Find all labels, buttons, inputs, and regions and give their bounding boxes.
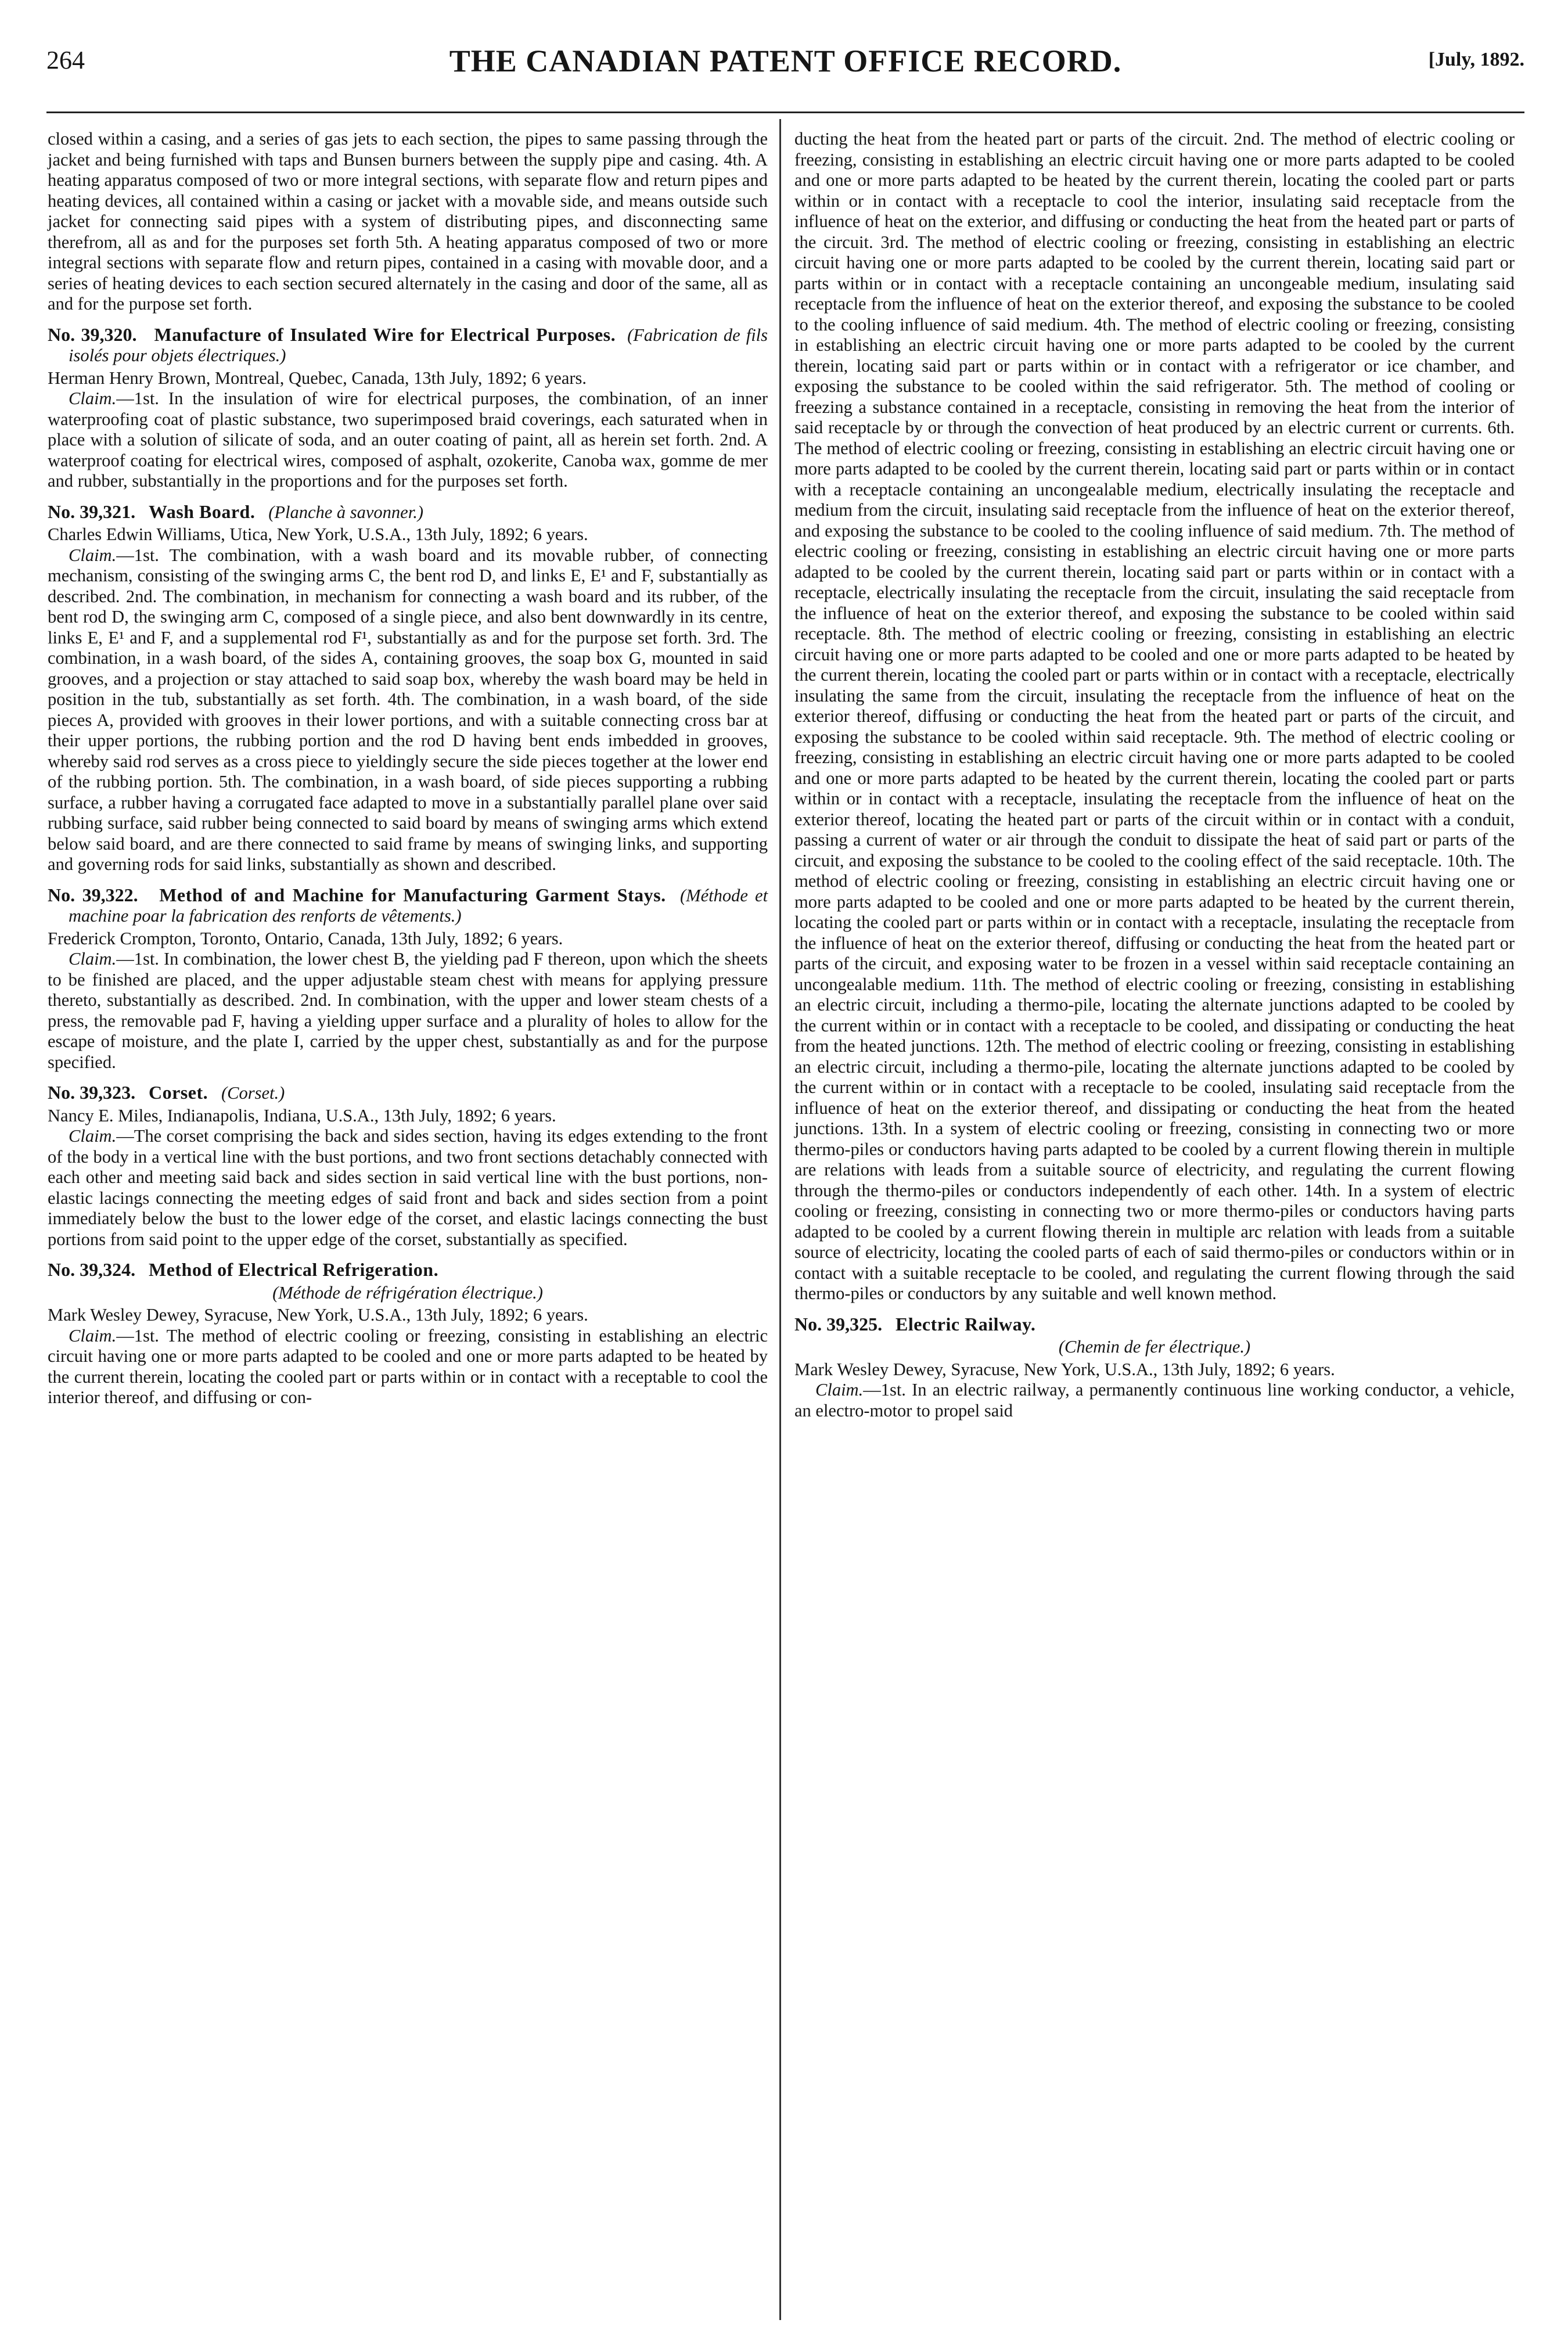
french-title: (Méthode et machine poar la fabrication des renforts de vêtements.) (69, 885, 768, 926)
page-title: THE CANADIAN PATENT OFFICE RECORD. (449, 44, 1122, 78)
right-column (794, 129, 1515, 1421)
claim-paragraph (48, 545, 768, 875)
patentee-line: Mark Wesley Dewey, Syracuse, New York, U.S.A., 13th July, 1892; 6 years. (48, 1305, 588, 1325)
page-date: [July, 1892. (1428, 49, 1524, 70)
continued-claim-text: ducting the heat from the heated part or parts of the circuit. 2nd. The method of electric cooling or freezing, consisting in establishing an electric circuit having one or more parts adapted to be cooled and one or more parts adapted to be heated by the current therein, locating the cooled part or parts within or in contact with a receptacle to cool the interior, insulating said receptacle from the influence of heat on the exterior, and diffusing or conducting the heat from the heated part or parts of the circuit. 3rd. The method of electric cooling or freezing, consisting in establishing an electric circuit having one or more parts adapted to be cooled by the current therein, locating said part or parts within or in contact with a receptacle containing an uncongeable medium, insulating said receptacle from the influence of heat on the exterior thereof, and exposing the substance to be cooled to the cooling influence of said medium. 4th. The method of electric cooling or freezing, consisting in establishing an electric circuit having one or more parts adapted to be cooled by the current therein, locating said part or parts within or in contact with a refrigerator or ice chamber, and exposing the substance to be cooled within the said refrigerator. 5th. The method of cooling or freezing a substance contained in a receptacle, consisting in removing the heat from the interior of said receptacle by or through the convection of heat produced by an electric current or currents. 6th. The method of electric cooling or freezing, consisting in establishing an electric circuit having one or more parts adapted to be cooled by the current therein, locating said part or parts within or in contact with a receptacle containing an uncongealable medium, electrically insulating the receptacle and medium from the circuit, insulating said receptacle from the influence of heat on the exterior thereof, and exposing the substance to be cooled to the cooling influence of said medium. 7th. The method of electric cooling or freezing, consisting in establishing an electric circuit having one or more parts adapted to be cooled by the current therein, locating said part or parts within or in contact with a receptacle, electrically insulating the receptacle from the circuit, insulating the said receptacle from the influence of heat on the exterior thereof, and exposing the substance to be cooled within said receptacle. 8th. The method of electric cooling or freezing, consisting in establishing an electric circuit having one or more parts adapted to be cooled and one or more parts adapted to be heated by the current therein, locating the cooled part or parts within or in contact with a receptacle, electrically insulating the same from the circuit, insulating the receptacle from the influence of heat on the exterior thereof, diffusing or conducting the heat from the heated part or parts of the circuit, and exposing the substance to be cooled within said receptacle. 9th. The method of electric cooling or freezing, consisting in establishing an electric circuit having one or more parts adapted to be cooled and one or more parts adapted to be heated by the current therein, locating the cooled part or parts within or in contact with a receptacle, insulating the receptacle from the influence of heat on the exterior thereof, locating the heated part or parts of the circuit within or in contact with a conduit, passing a current of water or air through the conduit to dissipate the heat of said part or parts of the circuit, and exposing the substance to be cooled to the cooling effect of the said receptacle. 10th. The method of electric cooling or freezing, consisting in establishing an electric circuit having one or more parts adapted to be cooled and one or more parts adapted to be heated by the current therein, locating the cooled part or parts within or in contact with a receptacle, insulating the receptacle from the influence of heat on the exterior thereof, diffusing or conducting the heat from the heated part or parts of the circuit, and exposing water to be frozen in a vessel within said receptacle containing an uncongealable medium. 11th. The method of electric cooling or freezing, consisting in establishing an electric circuit, including a thermo-pile, locating the alternate junctions adapted to be cooled by the current within or in contact with a receptacle to be cooled, and dissipating or conducting the heat from the heated junctions. 12th. The method of electric cooling or freezing, consisting in establishing an electric circuit, including a thermo-pile, locating the alternate junctions adapted to be cooled by the current within or in contact with a receptacle to be cooled, insulating said receptacle from the influence of heat on the exterior thereof, and dissipating or conducting the heat from the heated junctions. 13th. In a system of electric cooling or freezing, consisting in connecting two or more thermo-piles or conductors having parts adapted to be cooled by a current flowing therein in multiple are relations with leads from a suitable source of electricity, and regulating the current flowing through the thermo-piles or conductors independently of each other. 14th. In a system of electric cooling or freezing, consisting in connecting two or more thermo-piles or conductors having parts adapted to be cooled by a current flowing therein in multiple arc relation with leads from a suitable source of electricity, locating the cooled parts of each of said thermo-piles or conductors within or in contact with a suitable receptacle to be cooled, and regulating the current flowing through the said thermo-piles or conductors by any suitable and well known method. (794, 129, 1515, 1303)
column-divider (779, 119, 781, 2320)
patentee-line: Nancy E. Miles, Indianapolis, Indiana, U.S.A., 13th July, 1892; 6 years. (48, 1105, 556, 1125)
claim-label: Claim. (69, 1325, 117, 1346)
patentee-line: Mark Wesley Dewey, Syracuse, New York, U.S.A., 13th July, 1892; 6 years. (794, 1359, 1335, 1379)
french-title: (Planche à savonner.) (268, 502, 423, 522)
patent-title: Method of and Machine for Manufacturing Garment Stays. (159, 884, 666, 905)
claim-text: —1st. In the insulation of wire for electrical purposes, the combination, of an inner waterproofing coat of plastic substance, two superimposed braid coverings, each saturated when in place with a solution of silicate of soda, and an outer coating of paint, all as herein set forth. 2nd. A waterproof coating for electrical wires, composed of asphalt, ozokerite, Canoba wax, gomme de mer and rubber, substantially in the proportions and for the purposes set forth. (48, 389, 768, 491)
claim-paragraph (794, 1380, 1515, 1421)
patent-number: No. 39,321. (48, 501, 136, 522)
patent-title: Wash Board. (148, 501, 256, 522)
patent-entry (48, 1260, 768, 1408)
claim-paragraph (48, 949, 768, 1073)
patent-entry (48, 1083, 768, 1250)
patent-entry (48, 885, 768, 1073)
claim-text: —1st. The combination, with a wash board and its movable rubber, of connecting mechanism, consisting of the swinging arms C, the bent rod D, and links E, E¹ and F, substantially as described. 2nd. The combination, in mechanism for connecting a wash board and its rubber, of the bent rod D, the swinging arm C, composed of a single piece, and also bent downwardly in its centre, links E, E¹ and F, and a supplemental rod F¹, substantially as and for the purpose set forth. 3rd. The combination, in a wash board, of the sides A, containing grooves, the soap box G, mounted in said grooves, and a projection or stay attached to said soap box, whereby the wash board may be held in position in the tub, substantially as set forth. 4th. The combination, in a wash board, of the side pieces A, provided with grooves in their lower portions, and with a suitable connecting cross bar at their upper portions, the rubbing portion and the rod D having bent ends imbedded in grooves, whereby said rod serves as a cross piece to yieldingly secure the side pieces together at the lower end of the rubbing portion. 5th. The combination, in a wash board, of side pieces supporting a rubbing surface, a rubber having a corrugated face adapted to move in a substantially parallel plane over said rubbing surface, said rubber being connected to said board by means of swinging arms which extend below said board, and are there connected to said frame by means of swinging links, and supporting and governing rods for said links, substantially as shown and described. (48, 545, 768, 874)
patent-number: No. 39,322. (48, 884, 138, 905)
claim-label: Claim. (69, 545, 117, 565)
entry-heading (48, 502, 768, 523)
french-title: (Corset.) (221, 1083, 285, 1103)
entry-heading (794, 1314, 1515, 1336)
page-header (46, 45, 1524, 86)
entry-heading (48, 325, 768, 366)
claim-label: Claim. (69, 389, 117, 408)
patent-number: No. 39,324. (48, 1259, 136, 1280)
header-rule (46, 112, 1524, 113)
entry-heading (48, 1260, 768, 1281)
patent-entry (794, 1314, 1515, 1422)
claim-paragraph (48, 1126, 768, 1250)
patentee-line: Herman Henry Brown, Montreal, Quebec, Canada, 13th July, 1892; 6 years. (48, 368, 587, 388)
patent-entry (48, 325, 768, 492)
claim-label: Claim. (815, 1380, 864, 1400)
claim-paragraph (48, 1326, 768, 1408)
entry-heading (48, 885, 768, 927)
claim-text: —1st. The method of electric cooling or freezing, consisting in establishing an electric circuit having one or more parts adapted to be cooled and one or more parts adapted to be heated by the current therein, locating the cooled part or parts within or in contact with a receptable to cool the interior thereof, and diffusing or con- (48, 1325, 768, 1407)
claim-label: Claim. (69, 949, 117, 969)
patent-title: Method of Electrical Refrigeration. (148, 1259, 439, 1280)
claim-label: Claim. (69, 1126, 117, 1146)
patent-title: Electric Railway. (895, 1313, 1036, 1335)
patent-title: Manufacture of Insulated Wire for Electrical Purposes. (154, 323, 616, 345)
patent-title: Corset. (148, 1082, 208, 1103)
patentee-line: Frederick Crompton, Toronto, Ontario, Canada, 13th July, 1892; 6 years. (48, 928, 563, 948)
continued-claim-text: closed within a casing, and a series of gas jets to each section, the pipes to same passing through the jacket and being furnished with taps and Bunsen burners between the supply pipe and casing. 4th. A heating apparatus composed of two or more integral sections, with separate flow and return pipes and heating devices, all contained within a casing or jacket with a movable side, and means outside such jacket for connecting said pipes with a system of distributing pipes, and disconnecting same therefrom, all as and for the purposes set forth 5th. A heating apparatus composed of two or more integral sections with separate flow and return pipes, contained in a casing with movable door, and a series of heating devices to each section secured alternately in the casing and door of the same, all as and for the purpose set forth. (48, 129, 768, 314)
patent-entry (48, 502, 768, 875)
left-column (48, 129, 768, 1408)
french-title: (Fabrication de fils isolés pour objets électriques.) (69, 325, 768, 365)
entry-heading (48, 1083, 768, 1104)
claim-text: —1st. In combination, the lower chest B, the yielding pad F thereon, upon which the sheets to be finished are placed, and the upper adjustable steam chest with means for applying pressure thereto, substantially as described. 2nd. In combination, with the upper and lower steam chests of a press, the removable pad F, having a yielding upper surface and a plurality of holes to allow for the escape of moisture, and the plate I, carried by the upper chest, substantially as and for the purpose specified. (48, 949, 768, 1072)
claim-paragraph (48, 389, 768, 492)
patent-number: No. 39,323. (48, 1082, 136, 1103)
patent-number: No. 39,320. (48, 323, 137, 345)
claim-text: —1st. In an electric railway, a permanently continuous line working conductor, a vehicle, an electro-motor to propel said (794, 1380, 1515, 1420)
patentee-line: Charles Edwin Williams, Utica, New York, U.S.A., 13th July, 1892; 6 years. (48, 524, 588, 544)
claim-text: —The corset comprising the back and sides section, having its edges extending to the front of the body in a vertical line with the bust portions, and two front sections detachably connected with each other and meeting said back and sides section in said vertical line with the bust portions, non-elastic lacings connecting the meeting edges of said front and back and sides section from a point immediately below the bust to the lower edge of the corset, and elastic lacings connecting the bust portions from said point to the upper edge of the corset, substantially as specified. (48, 1126, 768, 1249)
patent-number: No. 39,325. (794, 1313, 883, 1335)
french-title: (Chemin de fer électrique.) (1058, 1337, 1251, 1357)
french-title: (Méthode de réfrigération électrique.) (272, 1282, 543, 1303)
page-number: 264 (46, 46, 85, 74)
